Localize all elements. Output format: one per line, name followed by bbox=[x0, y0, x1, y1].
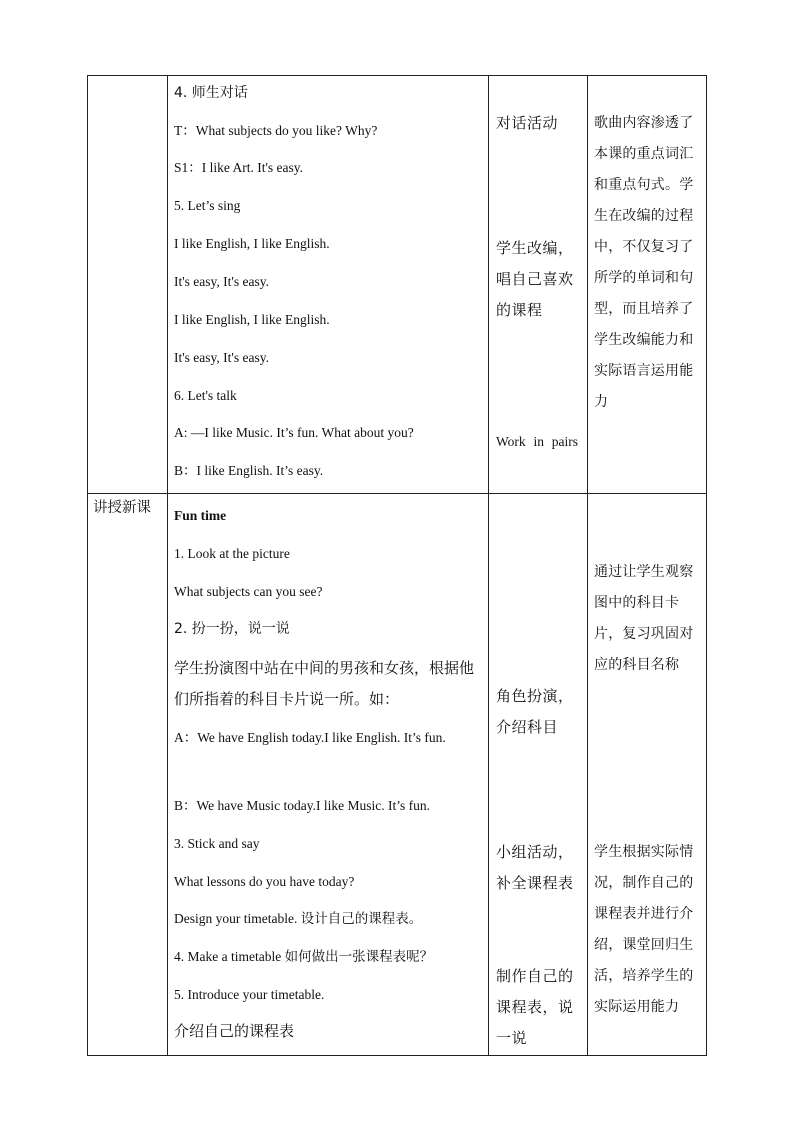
row1-line-8: It's easy, It's easy. bbox=[174, 350, 269, 365]
row1-line-9: 6. Let's talk bbox=[174, 388, 237, 403]
row2-line-4: 2. 扮一扮，说一说 bbox=[174, 621, 290, 637]
row2-line-2: 1. Look at the picture bbox=[174, 546, 290, 561]
row1-line-5: I like English, I like English. bbox=[174, 236, 330, 251]
table-border-right bbox=[706, 75, 707, 1056]
section-label: 讲授新课 bbox=[93, 500, 151, 516]
row2-purpose-1: 通过让学生观察图中的科目卡片，复习巩固对应的科目名称 bbox=[594, 564, 694, 673]
row2-line-8: 3. Stick and say bbox=[174, 836, 260, 851]
row1-line-3: S1：I like Art. It's easy. bbox=[174, 160, 304, 175]
row2-line-3: What subjects can you see? bbox=[174, 584, 323, 599]
row2-line-7: B：We have Music today.I like Music. It’s fun. bbox=[174, 798, 430, 813]
row1-line-6: It's easy, It's easy. bbox=[174, 274, 269, 289]
row1-line-10: A: —I like Music. It’s fun. What about you? bbox=[174, 425, 414, 440]
row2-activity-2: 小组活动，补全课程表 bbox=[496, 843, 574, 892]
row2-line-13: 介绍自己的课程表 bbox=[174, 1022, 295, 1040]
row2-purpose-2: 学生根据实际情况，制作自己的课程表并进行介绍，课堂回归生活，培养学生的实际运用能力 bbox=[594, 844, 694, 1015]
row1-line-7: I like English, I like English. bbox=[174, 312, 330, 327]
table-border-top bbox=[87, 75, 707, 76]
table-col-divider-1 bbox=[167, 75, 168, 1056]
row1-activity-2: 学生改编，唱自己喜欢的课程 bbox=[496, 239, 574, 319]
row1-activity-1: 对话活动 bbox=[496, 114, 559, 132]
row1-purpose: 歌曲内容渗透了本课的重点词汇和重点句式。学生在改编的过程中，不仅复习了所学的单词和句型，而且培养了学生改编能力和实际语言运用能力 bbox=[594, 115, 694, 410]
row1-line-2: T：What subjects do you like? Why? bbox=[174, 123, 378, 138]
row2-activity-1: 角色扮演，介绍科目 bbox=[496, 687, 574, 736]
table-col-divider-3 bbox=[587, 75, 588, 1056]
row2-line-12: 5. Introduce your timetable. bbox=[174, 987, 325, 1002]
row1-activity-3: Work in pairs bbox=[496, 434, 578, 449]
table-row-divider bbox=[87, 493, 707, 494]
row1-line-11: B：I like English. It’s easy. bbox=[174, 463, 324, 478]
row2-line-5: 学生扮演图中站在中间的男孩和女孩，根据他们所指着的科目卡片说一所。如： bbox=[174, 659, 475, 708]
table-border-left bbox=[87, 75, 88, 1056]
row2-line-6: A：We have English today.I like English. It’s fun. bbox=[174, 730, 446, 745]
row2-line-10: Design your timetable. 设计自己的课程表。 bbox=[174, 911, 423, 926]
row1-line-1: 4. 师生对话 bbox=[174, 85, 248, 101]
table-border-bottom bbox=[87, 1055, 707, 1056]
row1-line-4: 5. Let’s sing bbox=[174, 198, 241, 213]
row2-heading: Fun time bbox=[174, 508, 227, 523]
row2-activity-3: 制作自己的课程表，说一说 bbox=[496, 967, 574, 1047]
table-col-divider-2 bbox=[488, 75, 489, 1056]
row2-line-9: What lessons do you have today? bbox=[174, 874, 355, 889]
row2-line-11: 4. Make a timetable 如何做出一张课程表呢？ bbox=[174, 949, 434, 964]
